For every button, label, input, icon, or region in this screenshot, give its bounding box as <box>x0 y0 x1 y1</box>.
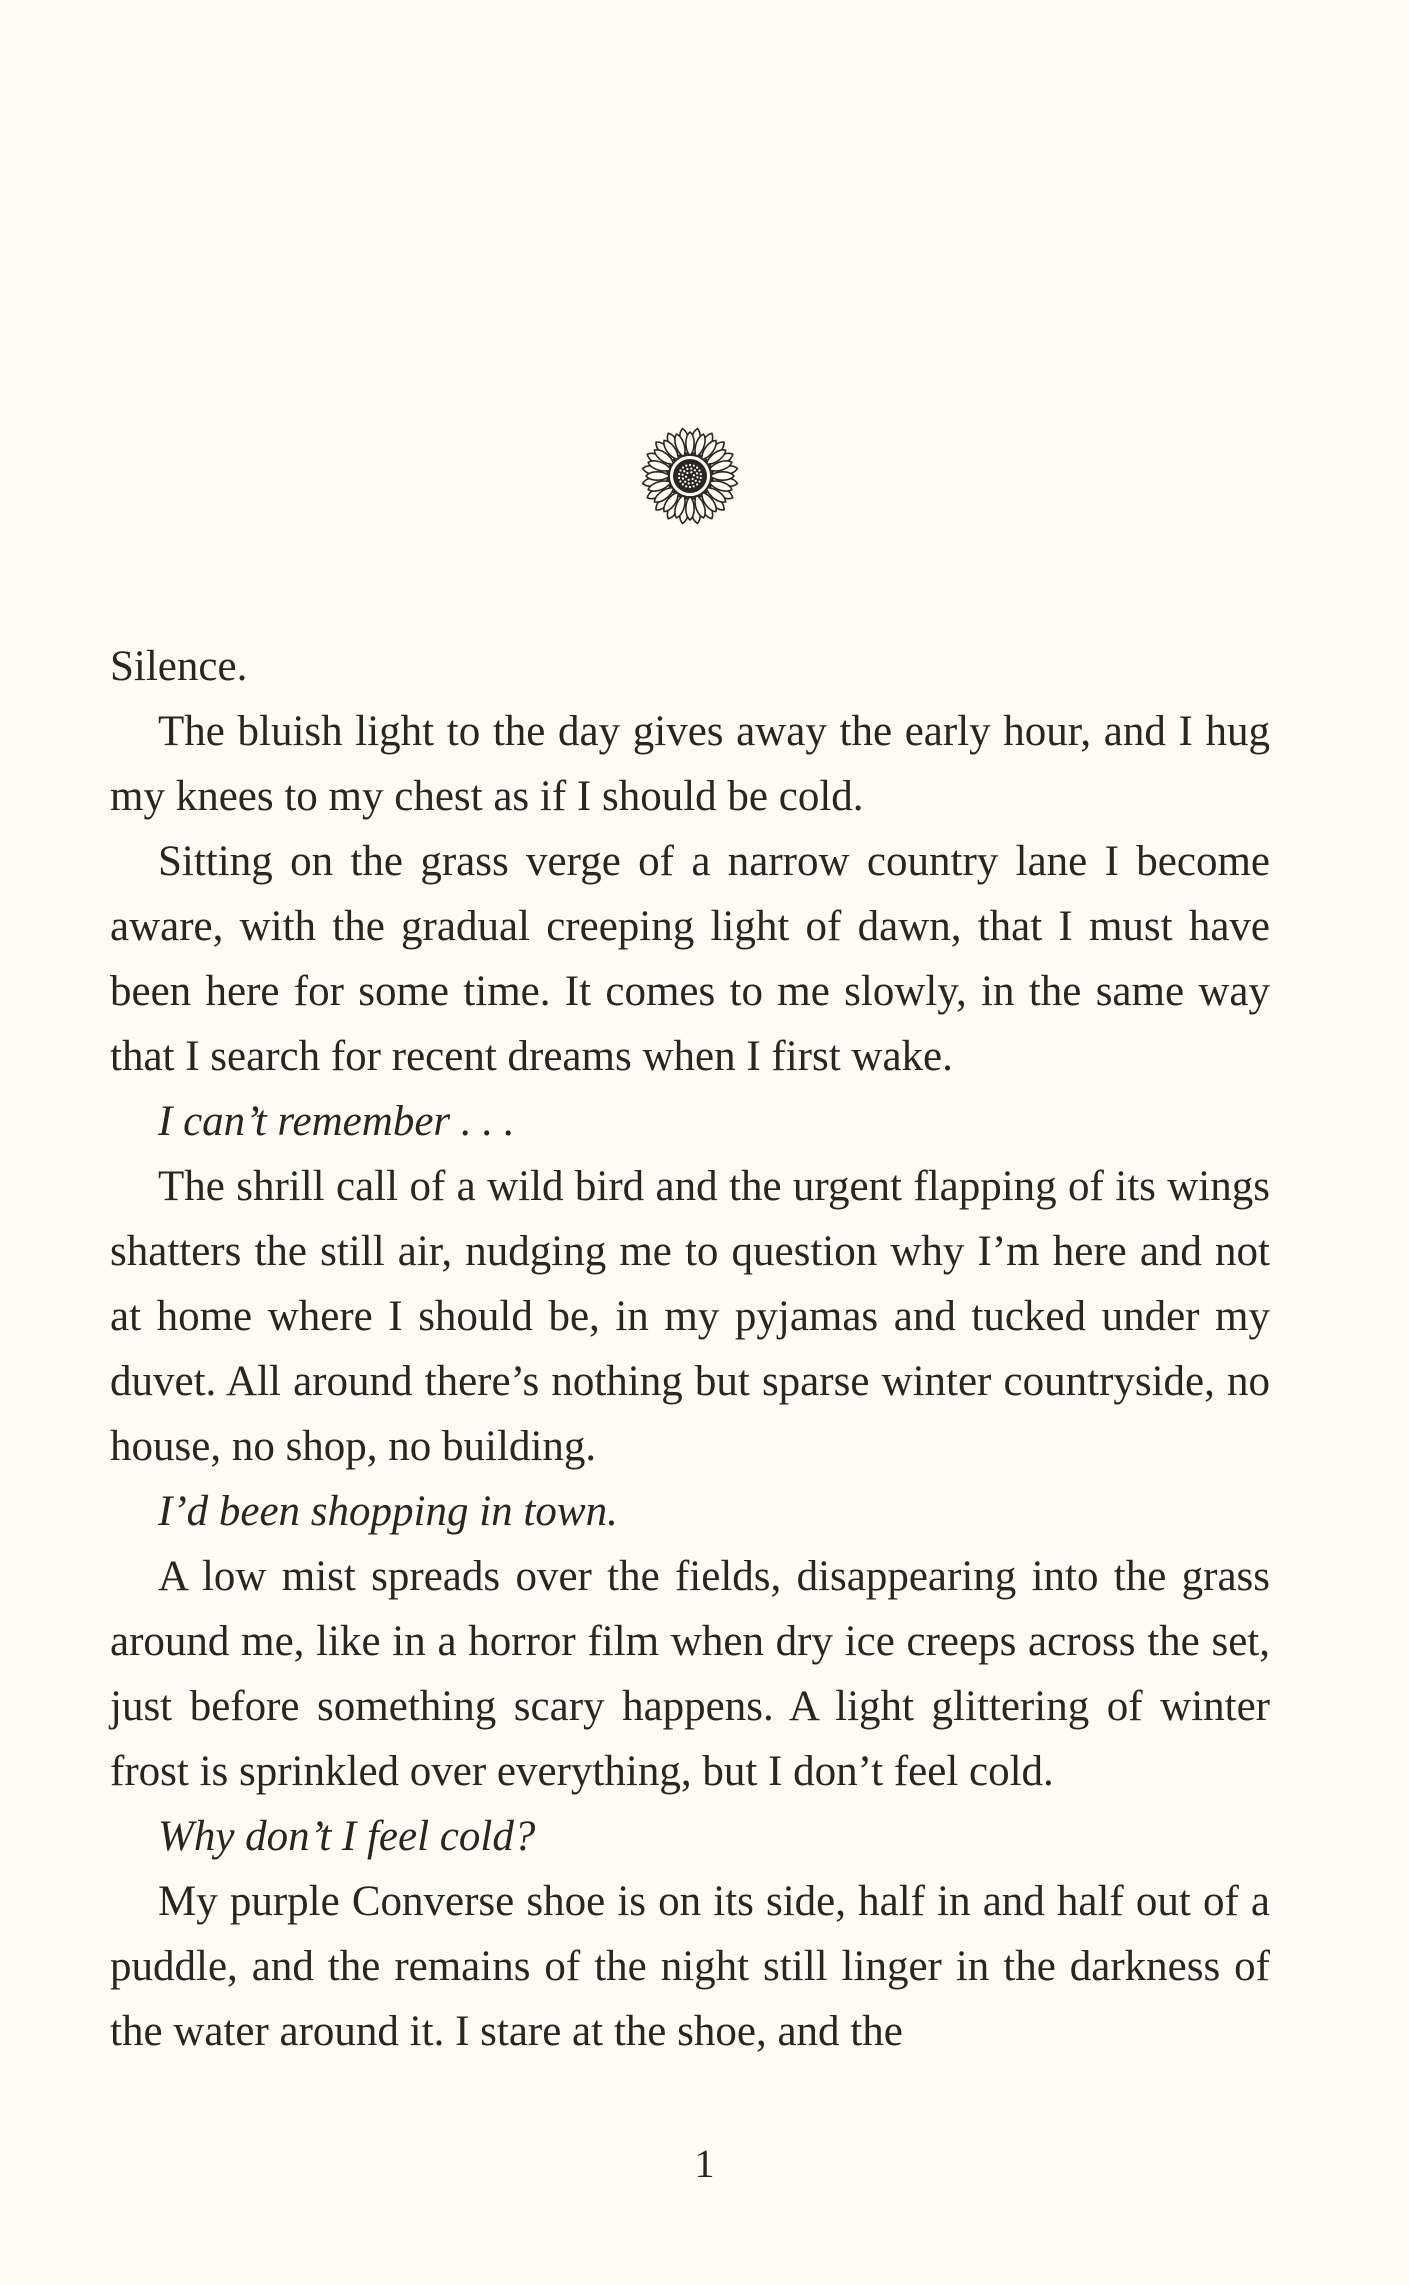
paragraph-shopping: I’d been shopping in town. <box>158 1488 618 1535</box>
paragraph-low-mist: A low mist spreads over the fields, disappearing into the grass around me, like in a horror film when dry ice creeps across the set, just before something scary happens. A light glittering of winter frost is sprinkled over everything, but I don’t feel cold. <box>110 1553 1270 1795</box>
paragraph-wild-bird: The shrill call of a wild bird and the urgent flapping of its wings shatters the still air, nudging me to question why I’m here and not at home where I should be, in my pyjamas and tucked under my duvet. All around there’s nothing but sparse winter countryside, no house, no shop, no building. <box>110 1163 1270 1470</box>
paragraph-grass-verge: Sitting on the grass verge of a narrow country lane I become aware, with the gradual creeping light of dawn, that I must have been here for some time. It comes to me slowly, in the same way that I search for recent dreams when I first wake. <box>110 838 1270 1080</box>
sunflower-ornament <box>632 418 748 534</box>
page-number: 1 <box>694 2141 715 2186</box>
paragraph-bluish-light: The bluish light to the day gives away the early hour, and I hug my knees to my chest as if I should be cold. <box>110 708 1270 820</box>
paragraph-feel-cold: Why don’t I feel cold? <box>158 1813 536 1860</box>
sunflower-icon <box>632 418 748 534</box>
paragraph-cant-remember: I can’t remember . . . <box>158 1098 515 1145</box>
paragraph-silence: Silence. <box>110 643 248 690</box>
paragraph-converse-shoe: My purple Converse shoe is on its side, half in and half out of a puddle, and the remains of the night still linger in the darkness of the water around it. I stare at the shoe, and the <box>110 1878 1270 2055</box>
chapter-text <box>110 634 1270 2064</box>
